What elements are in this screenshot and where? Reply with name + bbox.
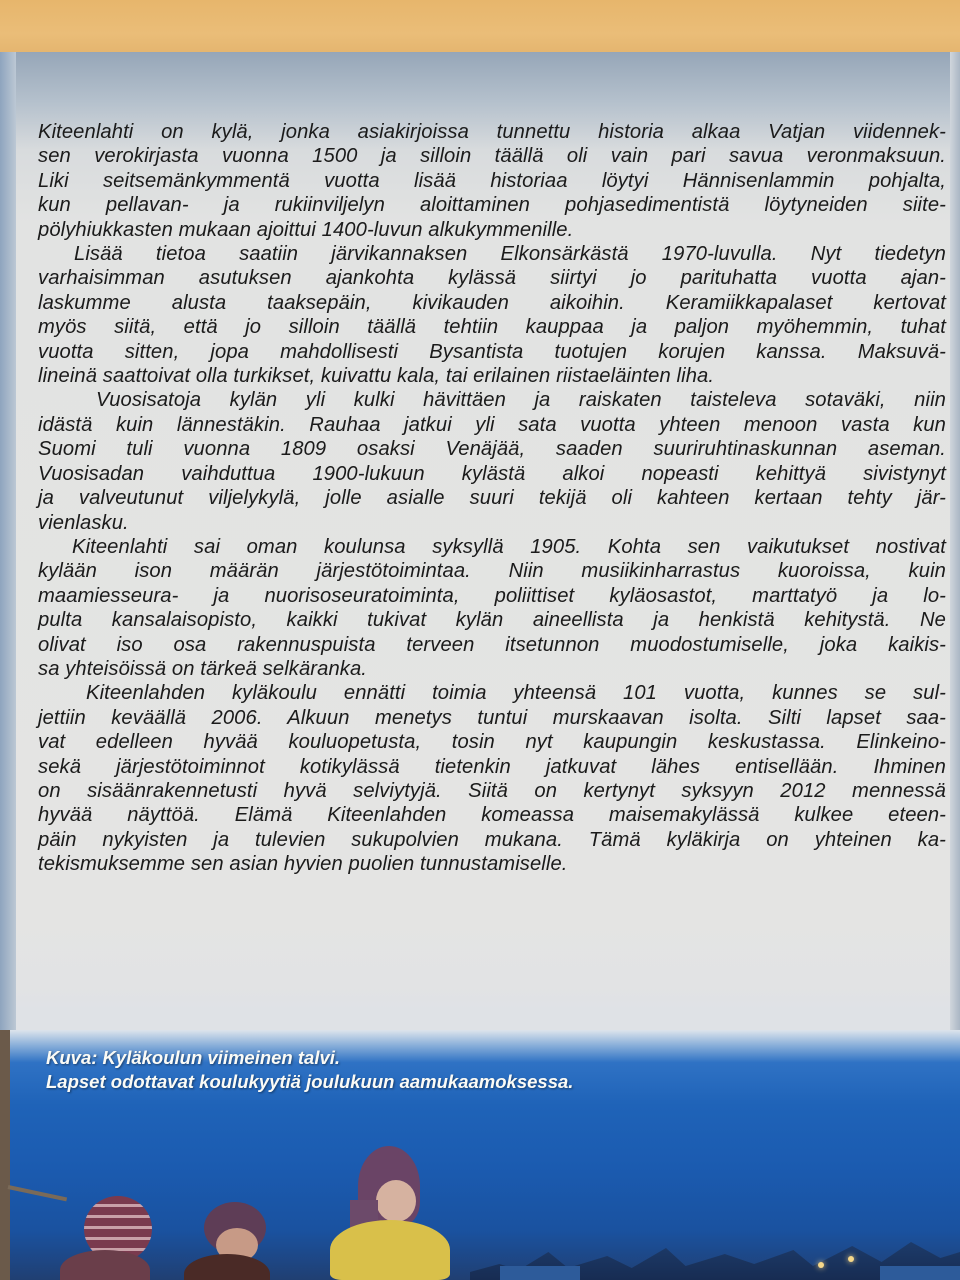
text-line: on sisäänrakennetusti hyvä selviytyjä. Siitä on kertynyt syksyyn 2012 mennessä: [38, 779, 946, 802]
book-back-cover: [0, 52, 960, 1280]
child-3: [330, 1220, 450, 1280]
paragraph-5: [38, 681, 946, 876]
caption-line-2: Lapset odottavat koulukyytiä joulukuun aamukaamoksessa.: [46, 1071, 574, 1092]
text-line: Kiteenlahti on kylä, jonka asiakirjoissa tunnettu historia alkaa Vatjan viidennek-: [38, 121, 946, 143]
text-line: Vuosisatoja kylän yli kulki hävittäen ja raiskaten taisteleva sotaväki, niin: [96, 389, 946, 412]
text-line: varhaisimman asutuksen ajankohta kylässä siirtyi jo parituhatta vuotta ajan-: [38, 267, 946, 290]
text-line: Kiteenlahden kyläkoulu ennätti toimia yhteensä 101 vuotta, kunnes se sul-: [86, 682, 946, 705]
text-line: lineinä saattoivat olla turkikset, kuivattu kala, tai erilainen riistaeläinten liha.: [38, 365, 715, 388]
text-line: kun pellavan- ja rukiinviljelyn aloittaminen pohjasedimentistä löytyneiden siite-: [38, 194, 946, 217]
caption-line-1: Kuva: Kyläkoulun viimeinen talvi.: [46, 1047, 341, 1068]
text-line: kylään ison määrän järjestötoimintaa. Niin musiikinharrastus kuoroissa, kuin: [38, 560, 946, 583]
text-line: idästä kuin lännestäkin. Rauhaa jatkui yli sata vuotta yhteen menoon vasta kun: [38, 413, 946, 436]
wooden-table-background: [0, 0, 960, 56]
text-line: vuotta sitten, jopa mahdollisesti Bysantista tuotujen korujen kanssa. Maksuvä-: [38, 340, 946, 363]
paragraph-2: [38, 242, 946, 388]
child-2: [184, 1254, 270, 1280]
body-text: [38, 120, 946, 877]
text-line: Lisää tietoa saatiin järvikannaksen Elkonsärkästä 1970-luvulla. Nyt tiedetyn: [74, 243, 946, 266]
text-line: sa yhteisöissä on tärkeä selkäranka.: [38, 657, 368, 680]
photo-caption: [46, 1046, 573, 1094]
text-line: vienlasku.: [38, 511, 129, 534]
text-line: päin nykyisten ja tulevien sukupolvien mukana. Tämä kyläkirja on yhteinen ka-: [38, 828, 946, 851]
child-3-face: [376, 1180, 416, 1222]
paragraph-3: [38, 388, 946, 534]
text-line: maamiesseura- ja nuorisoseuratoiminta, poliittiset kyläosastot, marttatyö ja lo-: [38, 584, 946, 607]
text-line: Suomi tuli vuonna 1809 osaksi Venäjää, saaden suuriruhtinaskunnan aseman.: [38, 438, 946, 461]
text-line: Kiteenlahti sai oman koulunsa syksyllä 1905. Kohta sen vaikutukset nostivat: [72, 535, 946, 558]
text-line: Liki seitsemänkymmentä vuotta lisää historiaa löytyi Hännisenlammin pohjalta,: [38, 169, 946, 192]
tree-trunk: [0, 1030, 10, 1280]
winter-photo: [0, 1030, 960, 1280]
text-line: sekä järjestötoiminnot kotikylässä tietenkin jatkuvat lähes entisellään. Ihminen: [38, 755, 946, 778]
text-line: vat edelleen hyvää kouluopetusta, tosin nyt kaupungin keskustassa. Elinkeino-: [38, 731, 946, 754]
window-light: [848, 1256, 854, 1262]
text-line: tekismuksemme sen asian hyvien puolien tunnustamiselle.: [38, 853, 568, 876]
text-line: ja valveutunut viljelykylä, jolle asialle suuri tekijä oli kahteen kertaan tehty jär-: [38, 487, 946, 510]
paragraph-4: [38, 535, 946, 681]
window-light: [818, 1262, 824, 1268]
text-line: pulta kansalaisopisto, kaikki tukivat kylän aineellista ja henkistä kehitystä. Ne: [38, 609, 946, 632]
text-line: pölyhiukkasten mukaan ajoittui 1400-luvun alkukymmenille.: [38, 218, 574, 241]
paragraph-1: [38, 120, 946, 242]
house: [880, 1266, 960, 1280]
text-line: olivat iso osa rakennuspuista terveen itsetunnon muodostumiselle, joka kaikis-: [38, 633, 946, 656]
text-line: sen verokirjasta vuonna 1500 ja silloin täällä oli vain pari savua veronmaksuun.: [38, 145, 946, 168]
text-line: Vuosisadan vaihduttua 1900-lukuun kylästä alkoi nopeasti kehittyä sivistynyt: [38, 462, 946, 485]
text-line: hyvää näyttöä. Elämä Kiteenlahden komeassa maisemakylässä kulkee eteen-: [38, 804, 946, 827]
text-line: myös siitä, että jo silloin täällä tehtiin kauppaa ja paljon myöhemmin, tuhat: [38, 316, 946, 339]
text-line: jettiin keväällä 2006. Alkuun menetys tuntui murskaavan isolta. Silti lapset saa-: [38, 706, 946, 729]
text-line: laskumme alusta taaksepäin, kivikauden aikoihin. Keramiikkapalaset kertovat: [38, 291, 946, 314]
tree-branch: [8, 1185, 68, 1201]
house: [500, 1266, 580, 1280]
